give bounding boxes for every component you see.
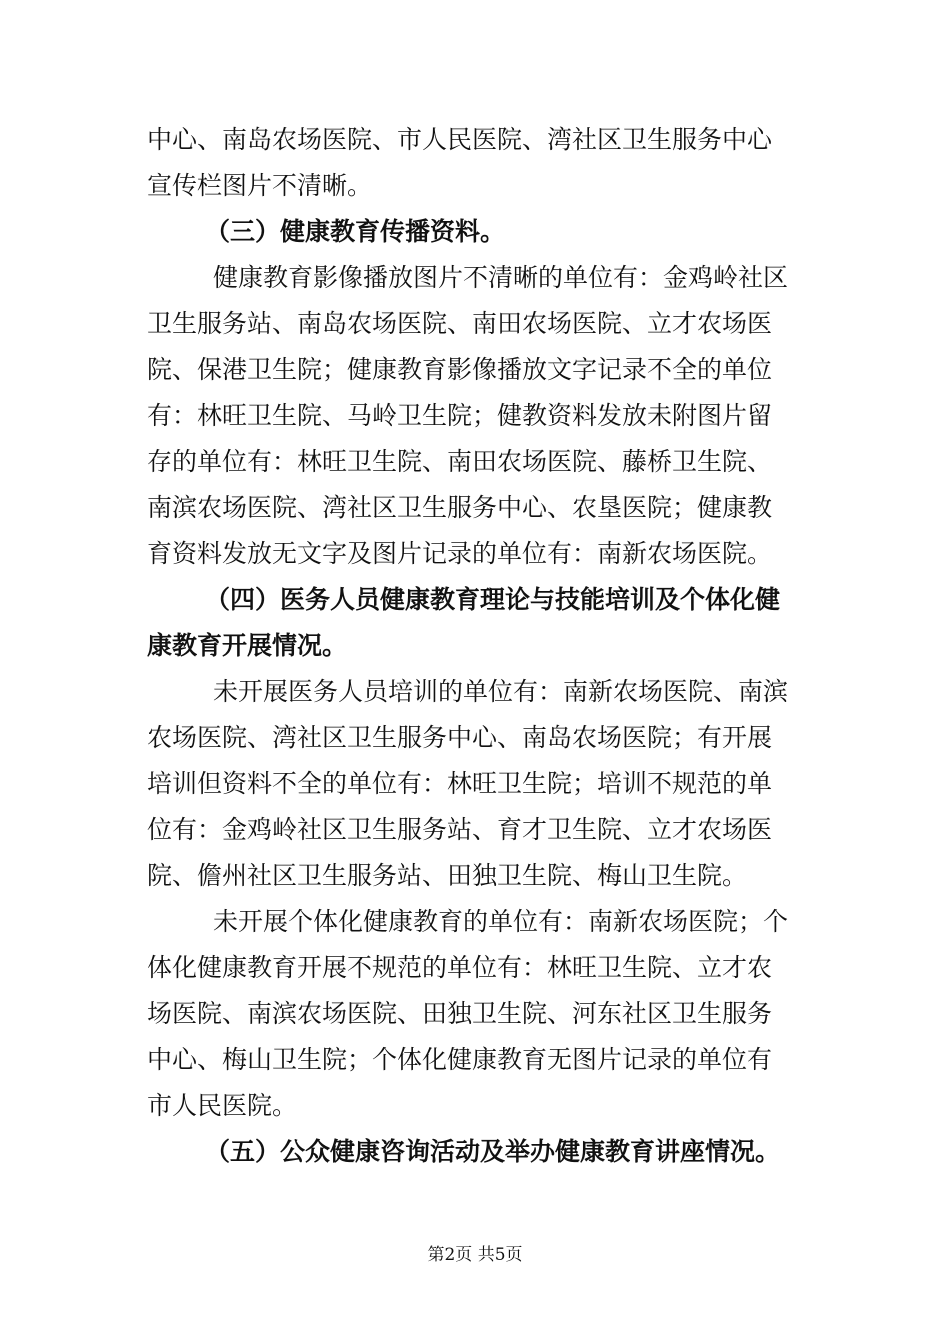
paragraph-line: 有：林旺卫生院、马岭卫生院；健教资料发放未附图片留 [147,401,773,430]
paragraph-line: 农场医院、湾社区卫生服务中心、南岛农场医院；有开展 [147,723,773,752]
paragraph-line: 南滨农场医院、湾社区卫生服务中心、农垦医院；健康教 [147,493,773,522]
paragraph-line: 中心、南岛农场医院、市人民医院、湾社区卫生服务中心 [147,125,773,154]
paragraph-line: 中心、梅山卫生院；个体化健康教育无图片记录的单位有 [147,1045,773,1074]
paragraph-line: 宣传栏图片不清晰。 [147,171,373,200]
paragraph-line: 培训但资料不全的单位有：林旺卫生院；培训不规范的单 [147,769,773,798]
paragraph-line: 体化健康教育开展不规范的单位有：林旺卫生院、立才农 [147,953,773,982]
paragraph-line: 健康教育影像播放图片不清晰的单位有：金鸡岭社区 [213,263,789,292]
page-footer: 第2页 共5页 [427,1245,523,1265]
paragraph-line: 市人民医院。 [147,1091,298,1120]
paragraph-line: 院、儋州社区卫生服务站、田独卫生院、梅山卫生院。 [147,861,748,890]
paragraph-line: 育资料发放无文字及图片记录的单位有：南新农场医院。 [147,539,773,568]
paragraph-line: 位有：金鸡岭社区卫生服务站、育才卫生院、立才农场医 [147,815,773,844]
paragraph-line: 院、保港卫生院；健康教育影像播放文字记录不全的单位 [147,355,773,384]
paragraph-line: 场医院、南滨农场医院、田独卫生院、河东社区卫生服务 [147,999,773,1028]
section-heading-4-cont: 康教育开展情况。 [147,631,348,660]
section-heading-5: （五）公众健康咨询活动及举办健康教育讲座情况。 [205,1137,781,1166]
paragraph-line: 未开展个体化健康教育的单位有：南新农场医院；个 [213,907,789,936]
paragraph-line: 存的单位有：林旺卫生院、南田农场医院、藤桥卫生院、 [147,447,773,476]
section-heading-3: （三）健康教育传播资料。 [205,217,506,246]
section-heading-4: （四）医务人员健康教育理论与技能培训及个体化健 [205,585,781,614]
paragraph-line: 卫生服务站、南岛农场医院、南田农场医院、立才农场医 [147,309,773,338]
paragraph-line: 未开展医务人员培训的单位有：南新农场医院、南滨 [213,677,789,706]
